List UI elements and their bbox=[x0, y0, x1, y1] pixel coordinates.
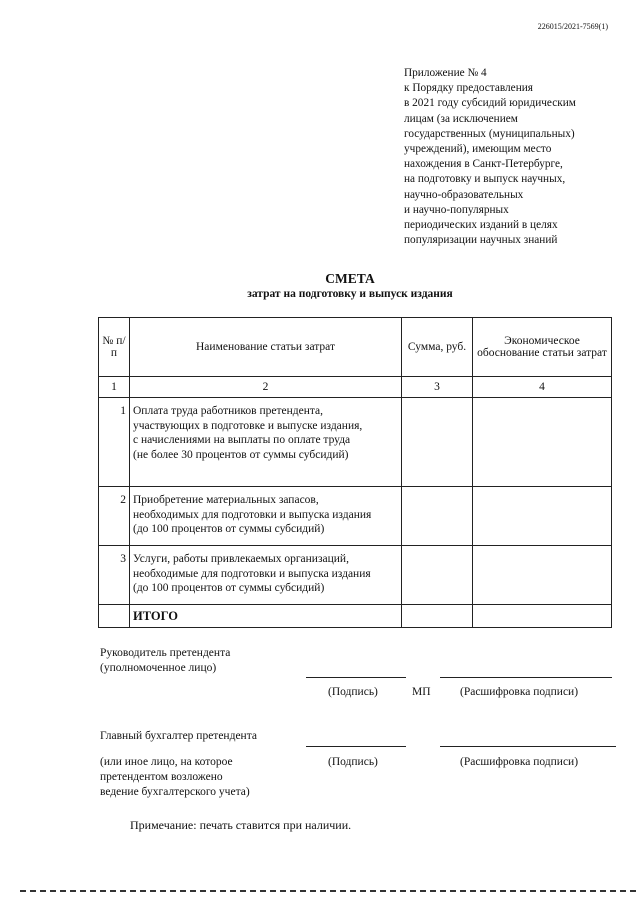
column-number: 4 bbox=[473, 377, 612, 398]
column-number-row bbox=[99, 377, 612, 398]
row-sum-cell bbox=[402, 398, 473, 487]
appendix-line: в 2021 году субсидий юридическим bbox=[404, 97, 576, 110]
appendix-line: и научно-популярных bbox=[404, 203, 509, 216]
row-name-line: (до 100 процентов от суммы субсидий) bbox=[133, 582, 325, 594]
appendix-line: к Порядку предоставления bbox=[404, 82, 533, 95]
appendix-line: учреждений), имеющим место bbox=[404, 143, 552, 156]
header-num: № п/п bbox=[99, 318, 130, 377]
document-subtitle: затрат на подготовку и выпуск издания bbox=[247, 288, 453, 300]
total-label: ИТОГО bbox=[130, 605, 402, 628]
row-name bbox=[130, 487, 402, 546]
row-name-line: Оплата труда работников претендента, bbox=[133, 405, 324, 417]
row-justification-cell bbox=[473, 398, 612, 487]
accountant-title: Главный бухгалтер претендента bbox=[100, 730, 257, 742]
table-row bbox=[99, 487, 612, 546]
footnote: Примечание: печать ставится при наличии. bbox=[130, 818, 352, 832]
document-title: СМЕТА bbox=[325, 271, 375, 286]
total-sum-cell bbox=[402, 605, 473, 628]
accountant-note-line: (или иное лицо, на которое bbox=[100, 756, 233, 768]
column-number: 3 bbox=[402, 377, 473, 398]
head-signature-line bbox=[306, 677, 406, 678]
table-row bbox=[99, 398, 612, 487]
row-sum-cell bbox=[402, 546, 473, 605]
total-num-cell bbox=[99, 605, 130, 628]
column-number: 1 bbox=[99, 377, 130, 398]
row-num: 2 bbox=[99, 487, 130, 546]
bottom-divider bbox=[20, 890, 636, 892]
row-justification-cell bbox=[473, 546, 612, 605]
header-sum: Сумма, руб. bbox=[402, 318, 473, 377]
row-name-line: с начислениями на выплаты по оплате труда bbox=[133, 434, 351, 446]
row-name-line: необходимые для подготовки и выпуска издания bbox=[133, 567, 371, 580]
row-name-line: участвующих в подготовке и выпуске издания, bbox=[133, 419, 363, 432]
appendix-line: нахождения в Санкт-Петербурге, bbox=[404, 158, 563, 171]
accountant-note-line: ведение бухгалтерского учета) bbox=[100, 786, 250, 798]
head-subtitle: (уполномоченное лицо) bbox=[100, 662, 217, 674]
table-header-row bbox=[99, 318, 612, 377]
head-decoding-label: (Расшифровка подписи) bbox=[460, 686, 579, 698]
row-num: 3 bbox=[99, 546, 130, 605]
column-number: 2 bbox=[130, 377, 402, 398]
total-row bbox=[99, 605, 612, 628]
header-justification: Экономическое обоснование статьи затрат bbox=[473, 318, 612, 377]
appendix-line: на подготовку и выпуск научных, bbox=[404, 173, 566, 186]
row-name-line: Приобретение материальных запасов, bbox=[133, 494, 319, 506]
seal-label: МП bbox=[412, 686, 431, 698]
accountant-signature-line bbox=[306, 746, 406, 747]
appendix-line: государственных (муниципальных) bbox=[404, 127, 575, 140]
appendix-line: научно-образовательных bbox=[404, 188, 524, 201]
accountant-decoding-line bbox=[440, 746, 616, 747]
row-name bbox=[130, 398, 402, 487]
accountant-note-line: претендентом возложено bbox=[100, 771, 223, 783]
row-justification-cell bbox=[473, 487, 612, 546]
head-title: Руководитель претендента bbox=[100, 647, 231, 659]
accountant-signature-label: (Подпись) bbox=[328, 756, 378, 768]
appendix-line: периодических изданий в целях bbox=[404, 219, 558, 232]
total-justification-cell bbox=[473, 605, 612, 628]
appendix-header bbox=[404, 66, 634, 248]
row-num: 1 bbox=[99, 398, 130, 487]
row-sum-cell bbox=[402, 487, 473, 546]
appendix-line: популяризации научных знаний bbox=[404, 234, 558, 247]
row-name-line: Услуги, работы привлекаемых организаций, bbox=[133, 553, 349, 565]
row-name-line: (до 100 процентов от суммы субсидий) bbox=[133, 523, 325, 535]
appendix-line: Приложение № 4 bbox=[404, 67, 487, 79]
row-name-line: (не более 30 процентов от суммы субсидий) bbox=[133, 448, 349, 461]
table-row bbox=[99, 546, 612, 605]
row-name-line: необходимых для подготовки и выпуска издания bbox=[133, 508, 372, 521]
head-signature-label: (Подпись) bbox=[328, 686, 378, 698]
appendix-line: лицам (за исключением bbox=[404, 112, 518, 125]
document-id: 226015/2021-7569(1) bbox=[537, 22, 608, 31]
head-decoding-line bbox=[440, 677, 612, 678]
row-name bbox=[130, 546, 402, 605]
accountant-decoding-label: (Расшифровка подписи) bbox=[460, 756, 579, 768]
estimate-table bbox=[98, 317, 612, 628]
header-name: Наименование статьи затрат bbox=[130, 318, 402, 377]
